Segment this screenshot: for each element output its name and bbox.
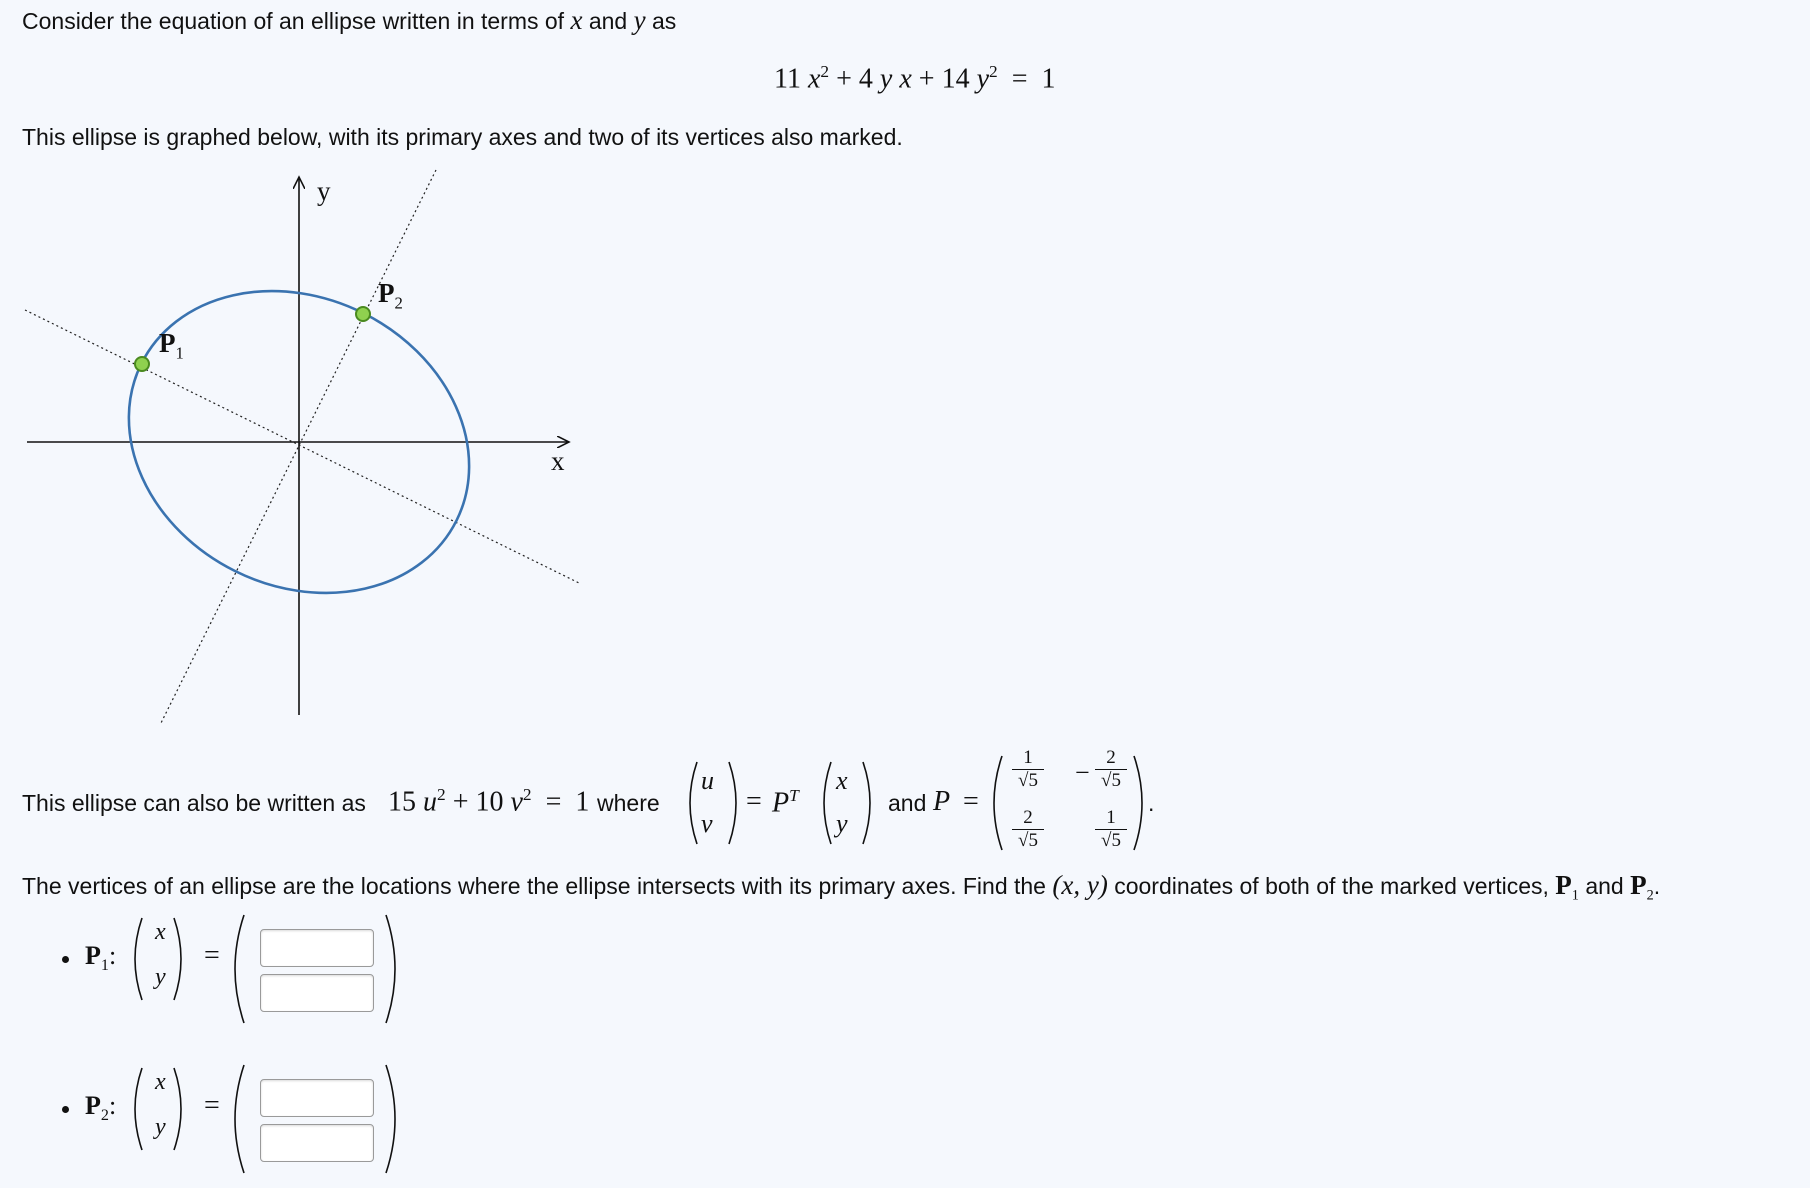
eq-plus-1: + <box>836 63 852 95</box>
matrix-a12 <box>1095 748 1127 791</box>
answer-p1-equals: = <box>204 940 220 971</box>
ellipse-graph <box>0 165 600 725</box>
answer-p1-label <box>85 940 116 975</box>
p2-label-letter: P <box>378 278 395 308</box>
p1-label-sub: 1 <box>175 343 184 363</box>
matrix-p-label: P <box>933 786 951 817</box>
a21-den: √5 <box>1018 830 1038 851</box>
eq-var-x2: x <box>899 63 912 95</box>
a22-den: √5 <box>1101 830 1121 851</box>
answer-p2-colon: : <box>108 1091 117 1120</box>
a12-den: √5 <box>1101 770 1121 791</box>
p1-y-input[interactable] <box>260 974 374 1012</box>
vec-u: u <box>701 766 714 795</box>
rewrite-exp-1: 2 <box>437 785 446 804</box>
eq-equals: = <box>1011 63 1028 95</box>
y-axis-label: y <box>317 176 331 206</box>
p1-label-letter: P <box>159 328 176 358</box>
rewrite-text-before: This ellipse can also be written as <box>22 790 366 816</box>
a22-num: 1 <box>1106 807 1116 828</box>
intro-var-x: x <box>570 5 583 35</box>
eq-exp-2: 2 <box>989 62 998 81</box>
matrix-a21 <box>1012 808 1044 851</box>
p2-x-input[interactable] <box>260 1079 374 1117</box>
answer-p1-sub: 1 <box>100 957 109 975</box>
rewrite-coef-2: 10 <box>475 786 504 818</box>
answer-p2-label <box>85 1090 116 1125</box>
question-and: and <box>1585 873 1624 899</box>
rewrite-equation <box>388 785 589 818</box>
p2-y-input[interactable] <box>260 1124 374 1162</box>
question-text-1: The vertices of an ellipse are the locations where the ellipse intersects with its primary axes. Find the <box>22 873 1046 899</box>
vertex-p2-marker <box>356 307 370 321</box>
question-p1-sub: 1 <box>1571 887 1579 904</box>
rewrite-period: . <box>1148 790 1155 816</box>
rewrite-var-u: u <box>423 786 437 818</box>
primary-axis-major <box>25 310 579 583</box>
answer-p2-row <box>0 1064 420 1184</box>
intro-var-y: y <box>633 5 646 35</box>
answer-p2-vx: x <box>155 1069 166 1095</box>
p-letter: P <box>772 787 790 819</box>
p1-x-input[interactable] <box>260 929 374 967</box>
intro-text-and: and <box>588 8 628 34</box>
intro-text-after: as <box>651 8 677 34</box>
a11-num: 1 <box>1023 747 1033 768</box>
eq-plus-2: + <box>918 63 935 95</box>
eq-coef-2: 4 <box>858 63 873 95</box>
vertex-p1-marker <box>135 357 149 371</box>
rewrite-coef-1: 15 <box>388 786 416 818</box>
rewrite-var-v: v <box>510 786 523 818</box>
rewrite-and: and <box>888 790 927 816</box>
question-text-2: coordinates of both of the marked vertices, <box>1114 873 1549 899</box>
transpose-t: T <box>789 786 799 805</box>
vec-x: x <box>836 766 848 795</box>
answer-p2-vy: y <box>155 1114 166 1140</box>
intro-text <box>22 6 676 35</box>
question-coord: (x, y) <box>1052 870 1108 900</box>
eq-coef-1: 11 <box>774 63 801 95</box>
bullet <box>62 1106 69 1113</box>
p1-label <box>159 328 184 363</box>
x-axis-label: x <box>551 446 565 476</box>
question-p2-sub: 2 <box>1646 887 1654 904</box>
matrix-p-transpose <box>772 786 799 819</box>
rewrite-rhs: 1 <box>575 786 590 818</box>
rewrite-equals: = <box>545 786 562 818</box>
eq-var-y2: y <box>976 63 989 95</box>
rewrite-plus: + <box>452 786 469 818</box>
p2-label-sub: 2 <box>394 293 403 313</box>
answer-p1-vy: y <box>155 964 166 990</box>
vec-y: y <box>836 809 848 838</box>
eq-var-y1: y <box>879 63 893 95</box>
ellipse-equation <box>774 62 1055 95</box>
question-text <box>22 871 1660 910</box>
graph-caption: This ellipse is graphed below, with its primary axes and two of its vertices also marked. <box>22 124 903 150</box>
matrix-a12-sign: − <box>1075 758 1090 787</box>
bullet <box>62 956 69 963</box>
answer-p2-equals: = <box>204 1090 220 1121</box>
rewrite-equals-3: = <box>963 786 979 817</box>
eq-var-x: x <box>807 63 821 95</box>
answer-p2-sub: 2 <box>100 1107 109 1125</box>
intro-text-before: Consider the equation of an ellipse written in terms of <box>22 8 565 34</box>
eq-exp-1: 2 <box>820 62 830 81</box>
a11-den: √5 <box>1018 770 1038 791</box>
answer-p1-row <box>0 914 420 1034</box>
a21-num: 2 <box>1023 807 1033 828</box>
matrix-a11 <box>1012 748 1044 791</box>
answer-p1-letter: P <box>85 941 101 970</box>
answer-p2-letter: P <box>85 1091 101 1120</box>
rewrite-equals-2: = <box>746 786 762 817</box>
rewrite-exp-2: 2 <box>522 785 532 804</box>
question-period: . <box>1653 873 1661 899</box>
vec-v: v <box>701 809 713 838</box>
eq-coef-3: 14 <box>941 63 970 95</box>
p2-label <box>378 278 403 313</box>
eq-rhs: 1 <box>1041 63 1056 95</box>
rewrite-where: where <box>597 790 660 816</box>
question-p2: P <box>1630 870 1647 900</box>
answer-p1-colon: : <box>108 941 117 970</box>
matrix-a22 <box>1095 808 1127 851</box>
a12-num: 2 <box>1106 747 1116 768</box>
answer-p1-vx: x <box>155 919 166 945</box>
question-p1: P <box>1555 870 1572 900</box>
